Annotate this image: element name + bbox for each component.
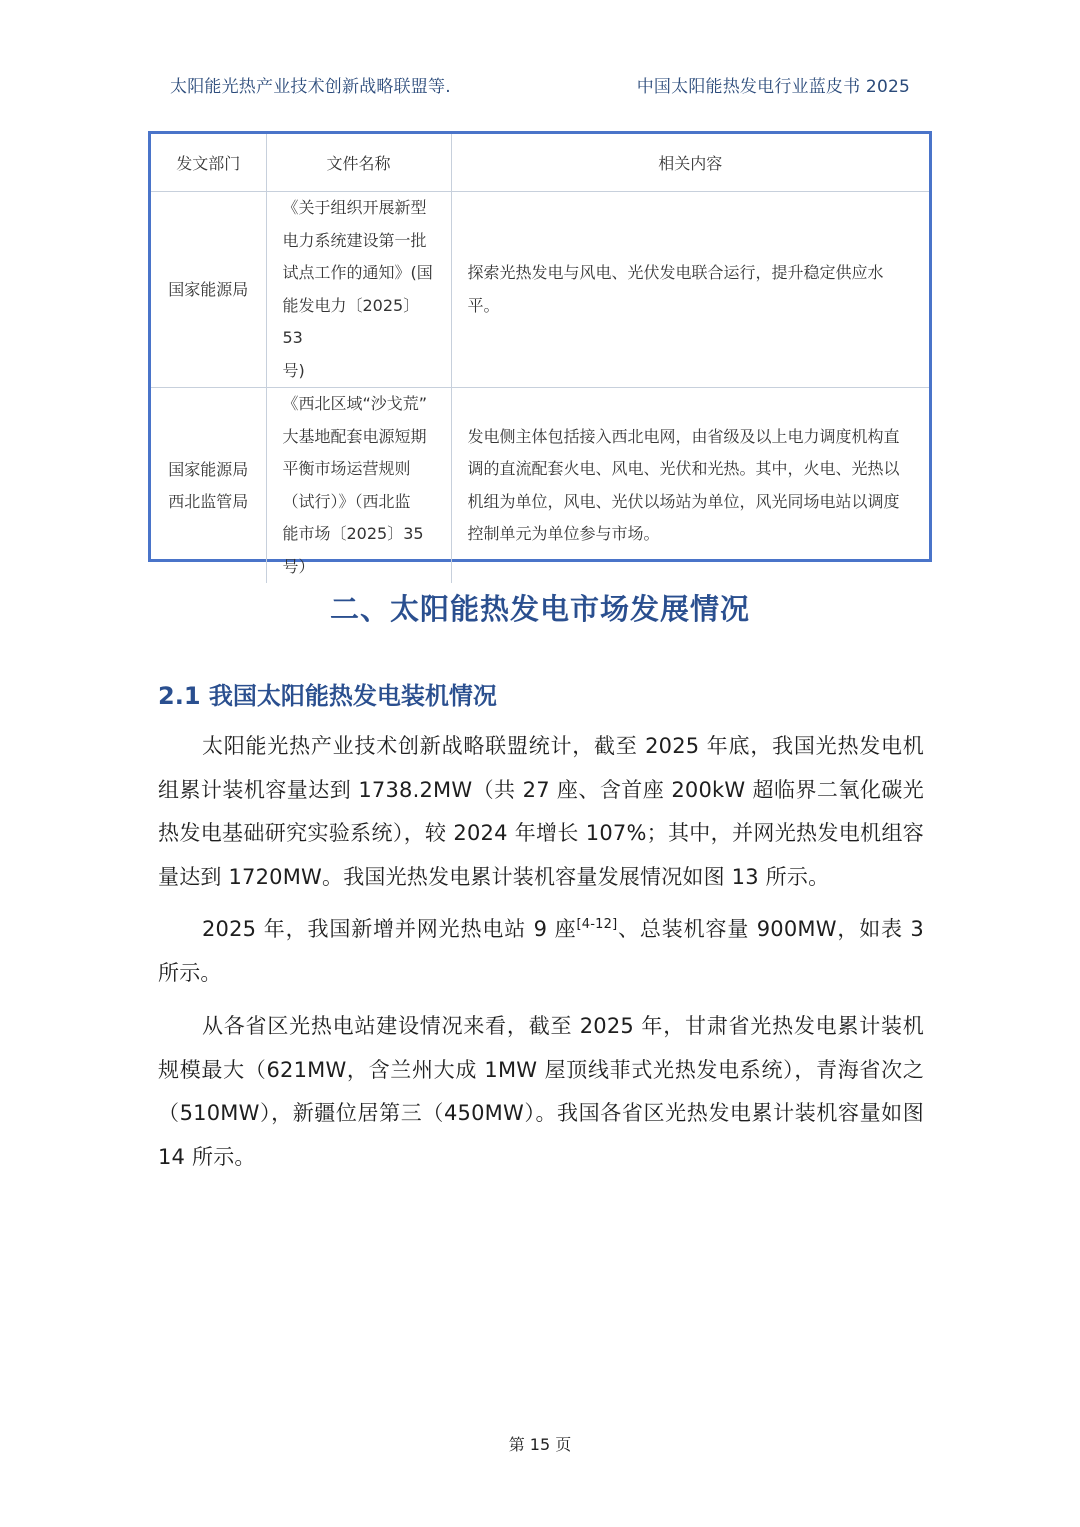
paragraph-1: 太阳能光热产业技术创新战略联盟统计，截至 2025 年底，我国光热发电机组累计装机容量达到 1738.2MW（共 27 座、含首座 200kW 超临界二氧化碳光热发电基础研究实验系统），较 2024 年增长 107%；其中，并网光热发电机组容量达到 1720MW。我国光热发电累计装机容量发展情况如图 13 所示。 <box>158 734 924 889</box>
header-left-text: 太阳能光热产业技术创新战略联盟等. <box>170 77 451 97</box>
policy-table <box>148 131 932 576</box>
table-cell-content: 发电侧主体包括接入西北电网，由省级及以上电力调度机构直 调的直流配套火电、风电、光伏和光热。其中，火电、光热以 机组为单位，风电、光伏以场站为单位，风光同场电站以调度 控制单元为单位参与市场。 <box>451 388 929 584</box>
table-cell-dept: 国家能源局 西北监管局 <box>151 388 266 584</box>
table-cell-content: 探索光热发电与风电、光伏发电联合运行，提升稳定供应水平。 <box>451 192 929 388</box>
table-cell-dept: 国家能源局 <box>151 192 266 388</box>
column-header-doc: 文件名称 <box>266 134 451 192</box>
table-cell-doc: 《西北区域“沙戈荒” 大基地配套电源短期 平衡市场运营规则 （试行）》（西北监 能市场〔2025〕35 号） <box>266 388 451 584</box>
paragraph-2-text-a: 2025 年，我国新增并网光热电站 9 座 <box>202 917 577 941</box>
subsection-title: 2.1 我国太阳能热发电装机情况 <box>158 682 497 710</box>
column-header-content: 相关内容 <box>451 134 929 192</box>
paragraph-3: 从各省区光热电站建设情况来看，截至 2025 年，甘肃省光热发电累计装机规模最大（621MW，含兰州大成 1MW 屋顶线菲式光热发电系统），青海省次之（510MW），新疆位居第三（450MW）。我国各省区光热发电累计装机容量如图 14 所示。 <box>158 1014 924 1169</box>
paragraph-2-text-b: 、总装机容量 900MW，如表 3 所示。 <box>158 917 924 985</box>
page-number: 第 15 页 <box>508 1435 572 1454</box>
table-row <box>151 388 929 584</box>
table-header-row <box>151 134 929 192</box>
paragraph-2 <box>158 908 924 995</box>
table-cell-doc: 《关于组织开展新型 电力系统建设第一批 试点工作的通知》(国 能发电力〔2025〕53 号) <box>266 192 451 388</box>
header-right-text: 中国太阳能热发电行业蓝皮书 2025 <box>636 77 910 97</box>
section-title: 二、太阳能热发电市场发展情况 <box>329 592 750 626</box>
citation-ref: [4-12] <box>576 917 618 932</box>
table-row <box>151 192 929 388</box>
column-header-dept: 发文部门 <box>151 134 266 192</box>
